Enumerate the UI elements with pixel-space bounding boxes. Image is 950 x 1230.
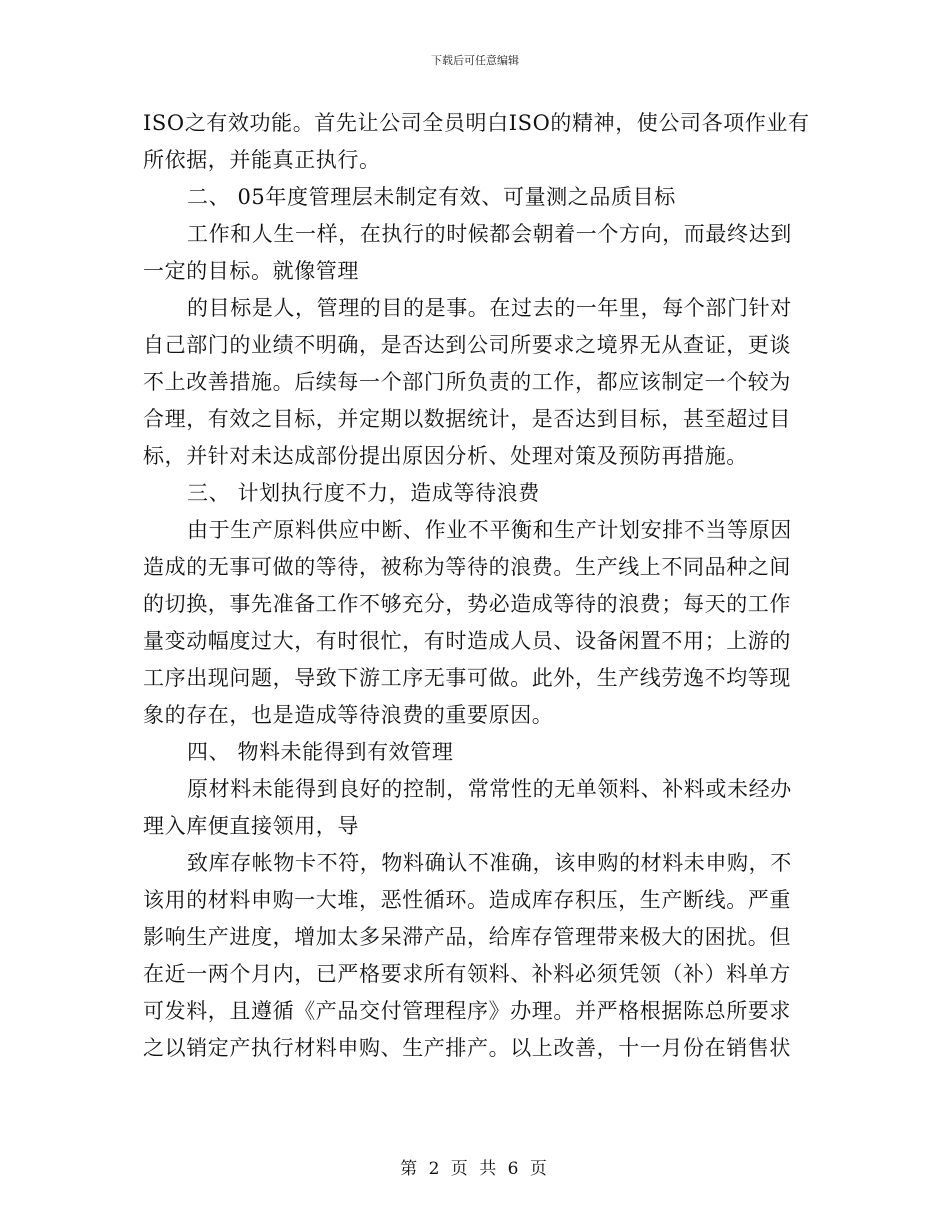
paragraph-line: 自己部门的业绩不明确，是否达到公司所要求之境界无从查证，更谈 [143, 333, 791, 357]
paragraph-line: 之以销定产执行材料申购、生产排产。以上改善，十一月份在销售状 [143, 1036, 791, 1060]
paragraph-line: 可发料，且遵循《产品交付管理程序》办理。并严格根据陈总所要求 [143, 999, 791, 1023]
paragraph-line: ISO之有效功能。首先让公司全员明白ISO的精神，使公司各项作业有 [143, 111, 810, 135]
paragraph-line: 象的存在，也是造成等待浪费的重要原因。 [143, 703, 554, 727]
section-heading: 三、 计划执行度不力，造成等待浪费 [187, 481, 540, 505]
page-number-footer: 第 2 页 共 6 页 [400, 1159, 550, 1179]
paragraph-line: 理入库便直接领用，导 [143, 814, 359, 838]
paragraph-line: 不上改善措施。后续每一个部门所负责的工作，都应该制定一个较为 [143, 370, 791, 394]
paragraph-line: 量变动幅度过大，有时很忙，有时造成人员、设备闲置不用；上游的 [143, 629, 791, 653]
paragraph-line: 所依据，并能真正执行。 [143, 148, 381, 172]
paragraph-line: 一定的目标。就像管理 [143, 259, 359, 283]
paragraph-line: 该用的材料申购一大堆，恶性循环。造成库存积压，生产断线。严重 [143, 888, 791, 912]
paragraph-line: 影响生产进度，增加太多呆滞产品，给库存管理带来极大的困扰。但 [143, 925, 791, 949]
section-heading: 四、 物料未能得到有效管理 [187, 740, 454, 764]
paragraph-line: 在近一两个月内，已严格要求所有领料、补料必须凭领（补）料单方 [143, 962, 791, 986]
paragraph-line: 原材料未能得到良好的控制，常常性的无单领料、补料或未经办 [187, 777, 792, 801]
section-heading: 二、 05年度管理层未制定有效、可量测之品质目标 [187, 185, 676, 209]
document-body [143, 105, 810, 1067]
paragraph-line: 的切换，事先准备工作不够充分，势必造成等待的浪费；每天的工作 [143, 592, 791, 616]
paragraph-line: 由于生产原料供应中断、作业不平衡和生产计划安排不当等原因 [187, 518, 792, 542]
paragraph-line: 工作和人生一样，在执行的时候都会朝着一个方向，而最终达到 [187, 222, 792, 246]
paragraph-line: 工序出现问题，导致下游工序无事可做。此外，生产线劳逸不均等现 [143, 666, 791, 690]
paragraph-line: 的目标是人，管理的目的是事。在过去的一年里，每个部门针对 [187, 296, 792, 320]
paragraph-line: 合理，有效之目标，并定期以数据统计，是否达到目标，甚至超过目 [143, 407, 791, 431]
paragraph-line: 致库存帐物卡不符，物料确认不准确，该申购的材料未申购，不 [187, 851, 792, 875]
page-header: 下载后可任意编辑 [431, 54, 519, 67]
paragraph-line: 造成的无事可做的等待，被称为等待的浪费。生产线上不同品种之间 [143, 555, 791, 579]
paragraph-line: 标，并针对未达成部份提出原因分析、处理对策及预防再措施。 [143, 444, 748, 468]
